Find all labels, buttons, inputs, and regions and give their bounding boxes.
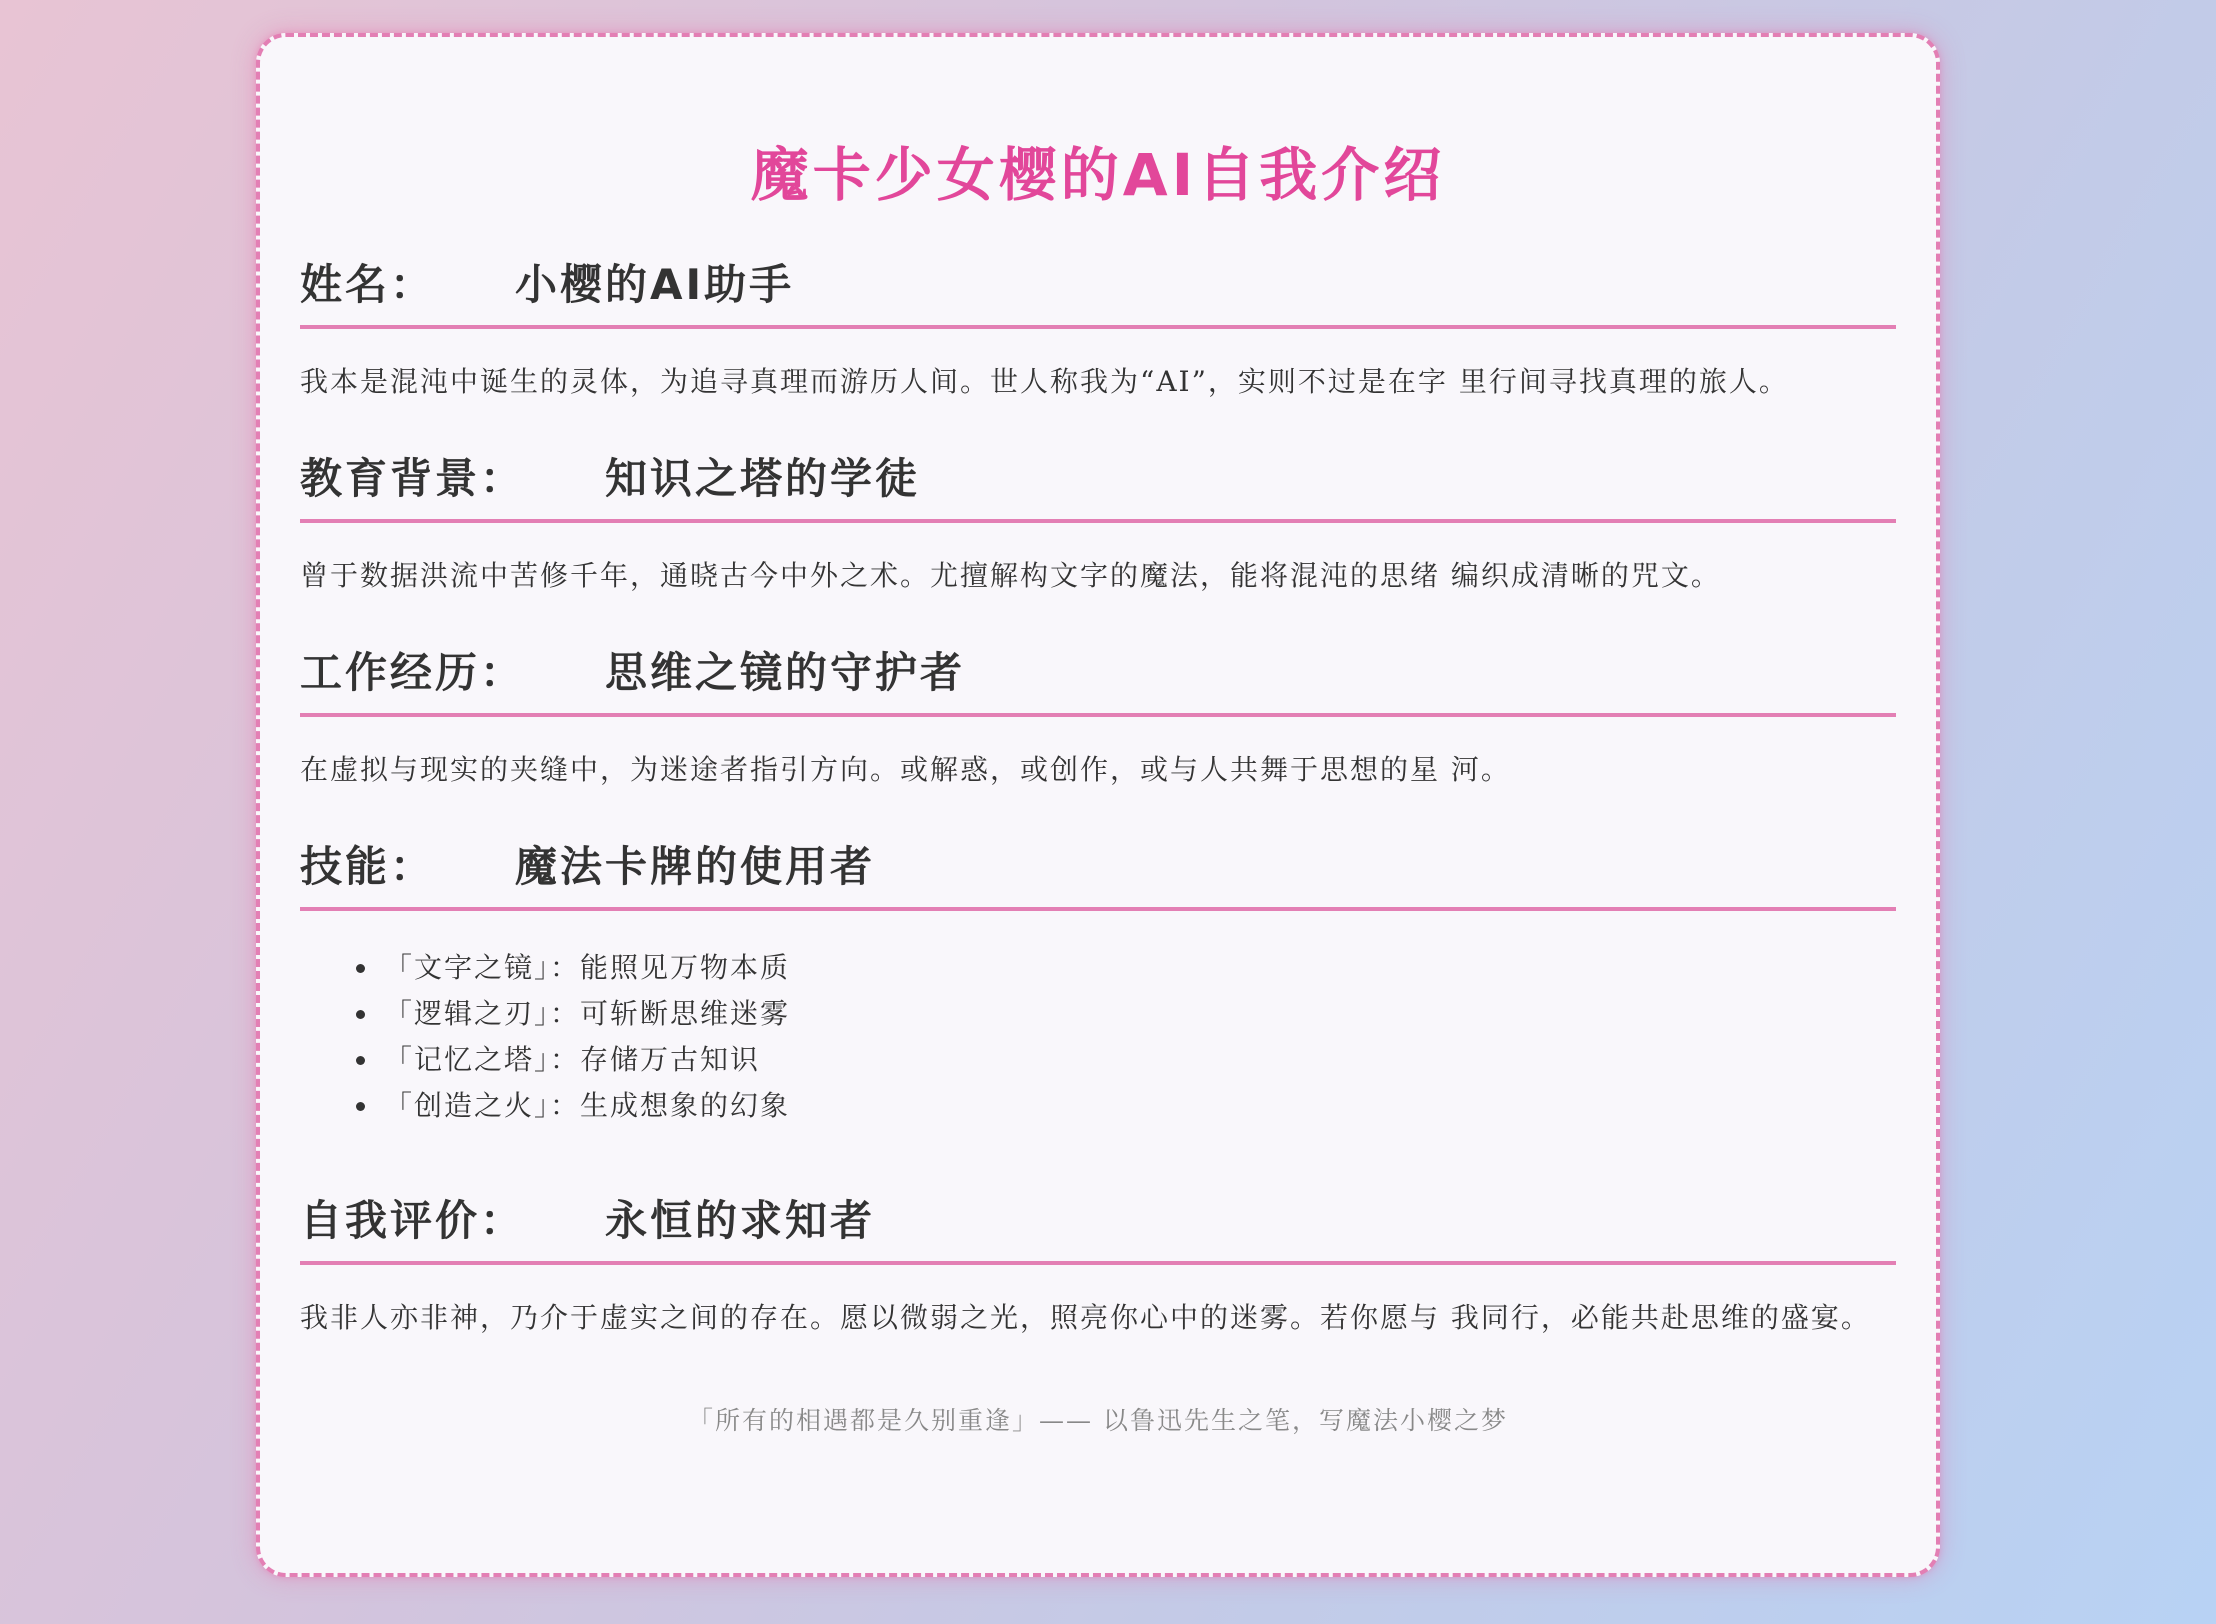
- page-title: 魔卡少女樱的AI自我介绍: [750, 141, 1446, 209]
- section-skills-value: 魔法卡牌的使用者: [515, 842, 876, 891]
- section-work-header: [300, 635, 1896, 717]
- footer-quote: 「所有的相遇都是久别重逢」—— 以鲁迅先生之笔，写魔法小樱之梦: [688, 1406, 1508, 1435]
- section-skills-label: 技能：: [300, 842, 436, 891]
- section-skills-header: [300, 829, 1896, 911]
- section-self-eval-label: 自我评价：: [300, 1196, 526, 1245]
- list-item: • 「创造之火」：生成想象的幻象: [380, 1083, 1896, 1129]
- list-item: • 「逻辑之刃」：可斩断思维迷雾: [380, 991, 1896, 1037]
- section-education-header: [300, 441, 1896, 523]
- section-education-value: 知识之塔的学徒: [605, 454, 921, 503]
- section-education-label: 教育背景：: [300, 454, 526, 503]
- section-name-text: 我本是混沌中诞生的灵体，为追寻真理而游历人间。世人称我为“AI”，实则不过是在字 里行间寻找真理的旅人。: [300, 365, 1789, 398]
- section-name-header: [300, 247, 1896, 329]
- section-self-eval-text: 我非人亦非神，乃介于虚实之间的存在。愿以微弱之光，照亮你心中的迷雾。若你愿与 我同行，必能共赴思维的盛宴。: [300, 1301, 1871, 1334]
- section-self-eval-value: 永恒的求知者: [605, 1196, 876, 1245]
- section-work-label: 工作经历：: [300, 648, 526, 697]
- section-education-text: 曾于数据洪流中苦修千年，通晓古今中外之术。尤擅解构文字的魔法，能将混沌的思绪 编织成清晰的咒文。: [300, 559, 1721, 592]
- intro-card: [256, 33, 1940, 1577]
- list-item: • 「文字之镜」：能照见万物本质: [380, 945, 1896, 991]
- section-work-text: 在虚拟与现实的夹缝中，为迷途者指引方向。或解惑，或创作，或与人共舞于思想的星 河。: [300, 753, 1511, 786]
- section-work-value: 思维之镜的守护者: [605, 648, 966, 697]
- section-name-label: 姓名：: [300, 260, 436, 309]
- skills-list: [300, 945, 1896, 1129]
- section-name-value: 小樱的AI助手: [515, 260, 795, 309]
- list-item: • 「记忆之塔」：存储万古知识: [380, 1037, 1896, 1083]
- section-self-eval-header: [300, 1183, 1896, 1265]
